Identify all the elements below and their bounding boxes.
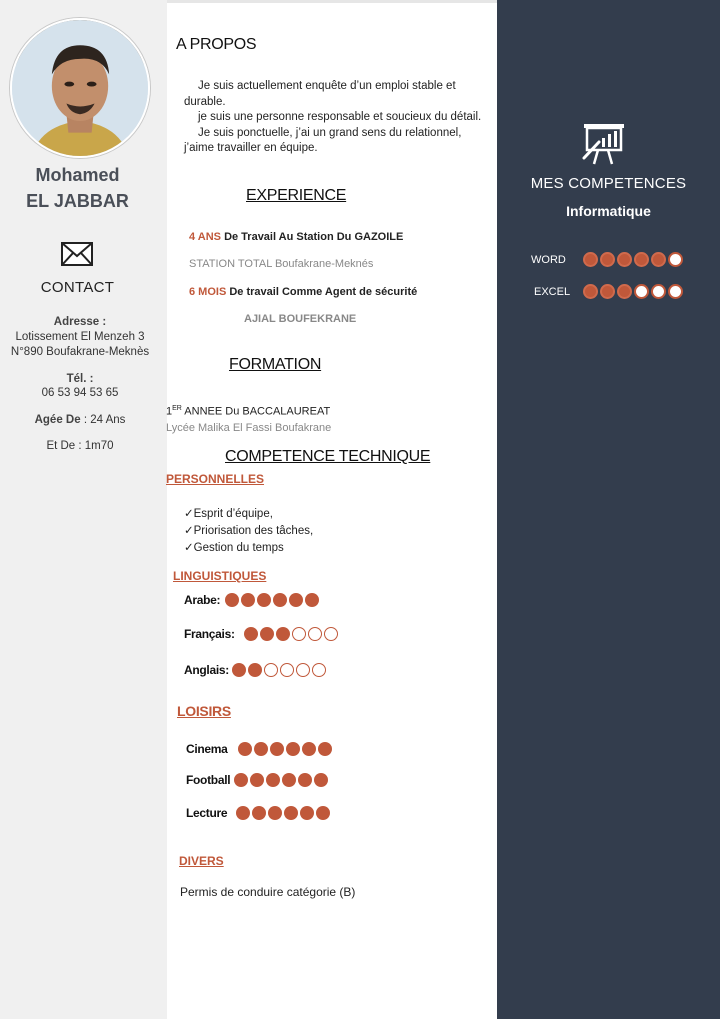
rating-dots bbox=[234, 773, 330, 787]
rating-dot-filled bbox=[651, 252, 666, 267]
hobby-row-football: Football bbox=[186, 773, 330, 787]
personal-skills-list bbox=[184, 506, 313, 557]
rating-dot-filled bbox=[284, 806, 298, 820]
rating-dot-filled bbox=[250, 773, 264, 787]
experience-item-1: 4 ANS De Travail Au Station Du GAZOILE bbox=[189, 231, 404, 243]
rating-dot-filled bbox=[252, 806, 266, 820]
rating-dot-filled bbox=[238, 742, 252, 756]
presentation-chart-icon bbox=[580, 122, 628, 166]
contact-title: CONTACT bbox=[40, 279, 115, 296]
formation-degree: 1ER ANNEE Du BACCALAUREAT bbox=[166, 405, 331, 418]
rating-dot-empty bbox=[634, 284, 649, 299]
rating-dot-filled bbox=[260, 627, 274, 641]
rating-dot-filled bbox=[266, 773, 280, 787]
rating-dot-empty bbox=[668, 252, 683, 267]
formation-school: Lycée Malika El Fassi Boufakrane bbox=[166, 422, 332, 434]
hobby-row-lecture: Lecture bbox=[186, 806, 332, 820]
rating-dot-filled bbox=[254, 742, 268, 756]
rating-dot-empty bbox=[668, 284, 683, 299]
rating-dot-filled bbox=[305, 593, 319, 607]
divers-title: DIVERS bbox=[179, 854, 224, 868]
rating-dot-filled bbox=[276, 627, 290, 641]
rating-dot-filled bbox=[617, 284, 632, 299]
rating-dot-filled bbox=[282, 773, 296, 787]
rating-dot-filled bbox=[600, 252, 615, 267]
experience-title: EXPERIENCE bbox=[246, 187, 347, 204]
rating-dot-filled bbox=[600, 284, 615, 299]
rating-dot-filled bbox=[302, 742, 316, 756]
rating-dot-empty bbox=[292, 627, 306, 641]
rating-dots bbox=[583, 284, 685, 299]
first-name: Mohamed bbox=[35, 165, 120, 185]
rating-dot-filled bbox=[244, 627, 258, 641]
rating-dot-filled bbox=[248, 663, 262, 677]
personal-skills-title: PERSONNELLES bbox=[166, 472, 265, 486]
rating-dots bbox=[225, 593, 321, 607]
about-paragraph: Je suis ponctuelle, j’ai un grand sens du relationnel, j’aime travailler en équipe. bbox=[184, 126, 462, 154]
rating-dot-filled bbox=[634, 252, 649, 267]
rating-dot-filled bbox=[273, 593, 287, 607]
rating-dot-empty bbox=[324, 627, 338, 641]
height-info: Et De : 1m70 bbox=[46, 440, 114, 452]
profile-photo-illustration bbox=[12, 20, 148, 156]
list-item: ✓Esprit d’équipe, bbox=[184, 508, 273, 520]
phone-number: 06 53 94 53 65 bbox=[41, 387, 119, 399]
about-text bbox=[184, 79, 484, 157]
profile-photo bbox=[10, 18, 150, 158]
about-paragraph: Je suis actuellement enquête d’un emploi stable et durable. bbox=[184, 80, 456, 108]
list-item: ✓Gestion du temps bbox=[184, 542, 284, 554]
rating-dots bbox=[236, 806, 332, 820]
hobby-row-cinema: Cinema bbox=[186, 742, 334, 756]
rating-dot-filled bbox=[241, 593, 255, 607]
rating-dot-empty bbox=[312, 663, 326, 677]
address-label: Adresse : bbox=[53, 316, 107, 328]
rating-dot-empty bbox=[296, 663, 310, 677]
rating-dot-filled bbox=[583, 284, 598, 299]
age-info: Agée De : 24 Ans bbox=[34, 414, 126, 426]
rating-dot-filled bbox=[583, 252, 598, 267]
rating-dots bbox=[232, 663, 328, 677]
rating-dot-empty bbox=[308, 627, 322, 641]
rating-dot-filled bbox=[314, 773, 328, 787]
rating-dot-filled bbox=[286, 742, 300, 756]
rating-dot-filled bbox=[268, 806, 282, 820]
list-item: ✓Priorisation des tâches, bbox=[184, 525, 314, 537]
rating-dot-filled bbox=[298, 773, 312, 787]
about-title: A PROPOS bbox=[176, 36, 257, 53]
languages-title: LINGUISTIQUES bbox=[173, 569, 267, 583]
skills-panel-title: MES COMPETENCES bbox=[530, 175, 687, 192]
hobbies-title: LOISIRS bbox=[177, 703, 231, 719]
tool-row-word: WORD bbox=[531, 252, 685, 267]
rating-dot-filled bbox=[617, 252, 632, 267]
experience-place-2: AJIAL BOUFEKRANE bbox=[244, 313, 357, 325]
rating-dot-filled bbox=[318, 742, 332, 756]
rating-dot-empty bbox=[280, 663, 294, 677]
formation-title: FORMATION bbox=[229, 356, 322, 373]
language-row-arabe: Arabe: bbox=[184, 593, 321, 607]
divers-text: Permis de conduire catégorie (B) bbox=[180, 885, 356, 899]
rating-dots bbox=[583, 252, 685, 267]
phone-label: Tél. : bbox=[66, 373, 94, 385]
rating-dot-filled bbox=[234, 773, 248, 787]
language-row-anglais: Anglais: bbox=[184, 663, 328, 677]
rating-dot-filled bbox=[257, 593, 271, 607]
rating-dot-filled bbox=[316, 806, 330, 820]
rating-dot-filled bbox=[270, 742, 284, 756]
experience-place-1: STATION TOTAL Boufakrane-Meknés bbox=[189, 258, 374, 270]
rating-dot-filled bbox=[289, 593, 303, 607]
rating-dot-filled bbox=[300, 806, 314, 820]
tool-row-excel: EXCEL bbox=[534, 284, 685, 299]
envelope-icon bbox=[61, 242, 93, 266]
rating-dots bbox=[244, 627, 340, 641]
rating-dot-empty bbox=[651, 284, 666, 299]
skills-panel-subtitle: Informatique bbox=[566, 203, 651, 219]
rating-dot-filled bbox=[225, 593, 239, 607]
about-paragraph: je suis une personne responsable et soucieux du détail. bbox=[198, 111, 482, 123]
rating-dots bbox=[238, 742, 334, 756]
last-name: EL JABBAR bbox=[26, 191, 129, 211]
rating-dot-empty bbox=[264, 663, 278, 677]
rating-dot-filled bbox=[236, 806, 250, 820]
rating-dot-filled bbox=[232, 663, 246, 677]
address-line-2: N°890 Boufakrane-Meknès bbox=[10, 346, 150, 358]
experience-item-2: 6 MOIS De travail Comme Agent de sécurité bbox=[189, 286, 418, 298]
language-row-francais: Français: bbox=[184, 627, 340, 641]
address-line-1: Lotissement El Menzeh 3 bbox=[15, 331, 145, 343]
competence-title: COMPETENCE TECHNIQUE bbox=[225, 448, 431, 465]
